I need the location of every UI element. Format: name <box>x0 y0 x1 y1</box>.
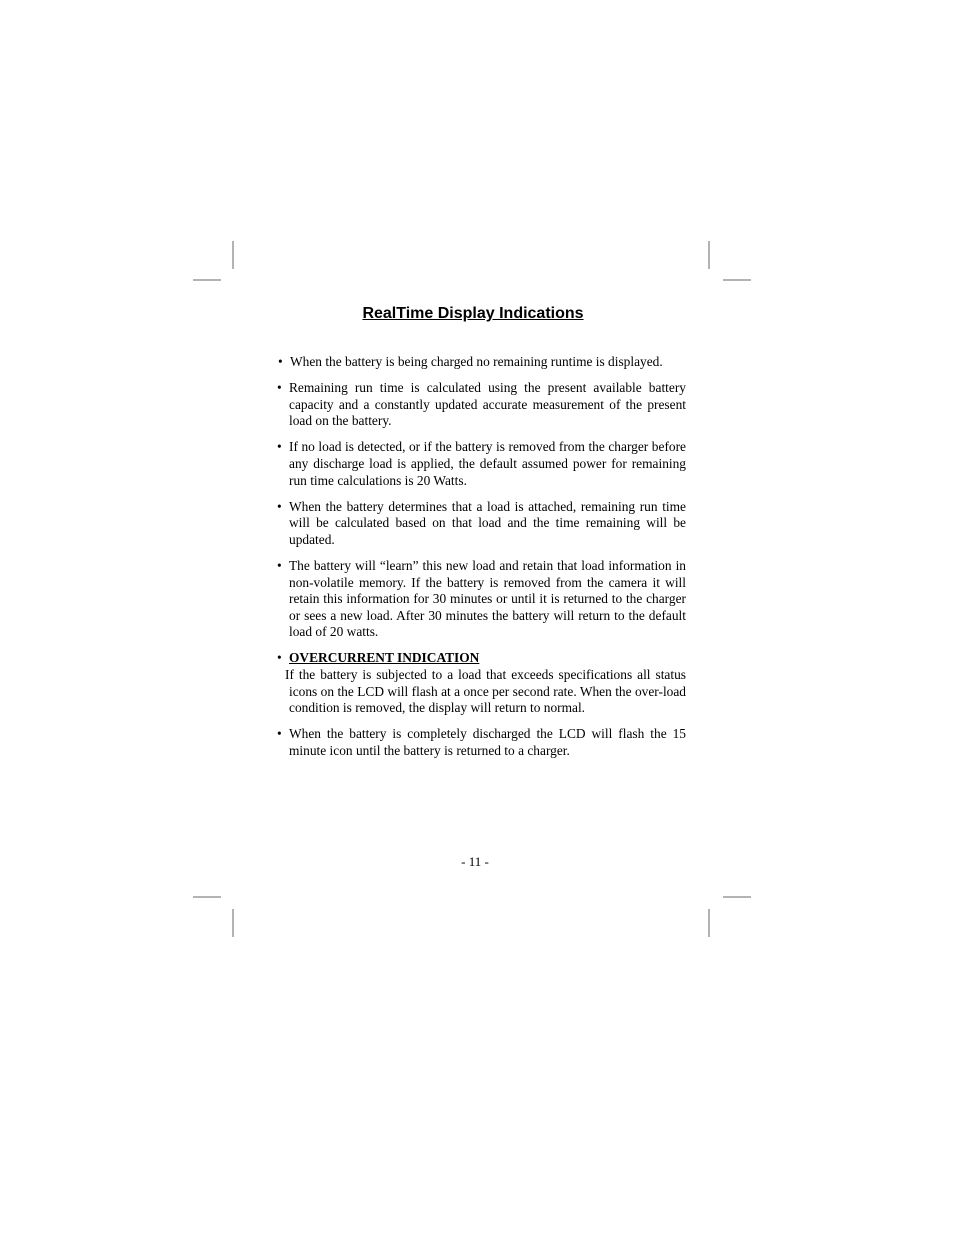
crop-mark-bottom-left-horizontal <box>193 896 221 898</box>
crop-mark-top-right-vertical <box>708 241 710 269</box>
bullet-icon: • <box>278 354 283 369</box>
bullet-icon: • <box>277 557 282 573</box>
list-item-text: When the battery is completely discharged the LCD will flash the 15 minute icon until the battery is returned to a charger. <box>289 726 686 758</box>
list-item-text: Remaining run time is calculated using the present available battery capacity and a constantly updated accurate measurement of the present load on the battery. <box>289 380 686 429</box>
list-item-text: If no load is detected, or if the battery is removed from the charger before any discharge load is applied, the default assumed power for remaining run time calculations is 20 Watts. <box>289 439 686 488</box>
bullet-icon: • <box>277 498 282 514</box>
list-item-text: When the battery is being charged no remaining runtime is displayed. <box>290 354 663 369</box>
page-title: RealTime Display Indications <box>362 305 584 322</box>
bullet-icon: • <box>277 650 282 666</box>
crop-mark-top-right-horizontal <box>723 279 751 281</box>
list-item <box>277 726 686 759</box>
overcurrent-section <box>277 650 686 716</box>
crop-mark-top-left-horizontal <box>193 279 221 281</box>
overcurrent-heading: OVERCURRENT INDICATION <box>289 650 480 666</box>
list-item <box>277 380 686 430</box>
bullet-list <box>277 354 686 769</box>
crop-mark-bottom-left-vertical <box>232 909 234 937</box>
crop-mark-top-left-vertical <box>232 241 234 269</box>
list-item <box>277 439 686 489</box>
overcurrent-text: If the battery is subjected to a load that exceeds specifications all status icons on the LCD will flash at a once per second rate. When the over-load condition is removed, the display will return to normal. <box>285 667 686 716</box>
crop-mark-bottom-right-horizontal <box>723 896 751 898</box>
list-item <box>277 558 686 641</box>
crop-mark-bottom-right-vertical <box>708 909 710 937</box>
bullet-icon: • <box>277 726 282 742</box>
list-item-text: The battery will “learn” this new load and retain that load information in non-volatile memory. If the battery is removed from the camera it will retain this information for 30 minutes or until it is returned to the charger or sees a new load. After 30 minutes the battery will return to the default load of 20 watts. <box>289 557 686 640</box>
page-number: - 11 - <box>461 854 489 869</box>
list-item <box>277 499 686 549</box>
bullet-icon: • <box>277 439 282 455</box>
list-item-text: When the battery determines that a load is attached, remaining run time will be calculated based on that load and the time remaining will be updated. <box>289 498 686 547</box>
bullet-icon: • <box>277 380 282 396</box>
list-item <box>277 354 686 371</box>
